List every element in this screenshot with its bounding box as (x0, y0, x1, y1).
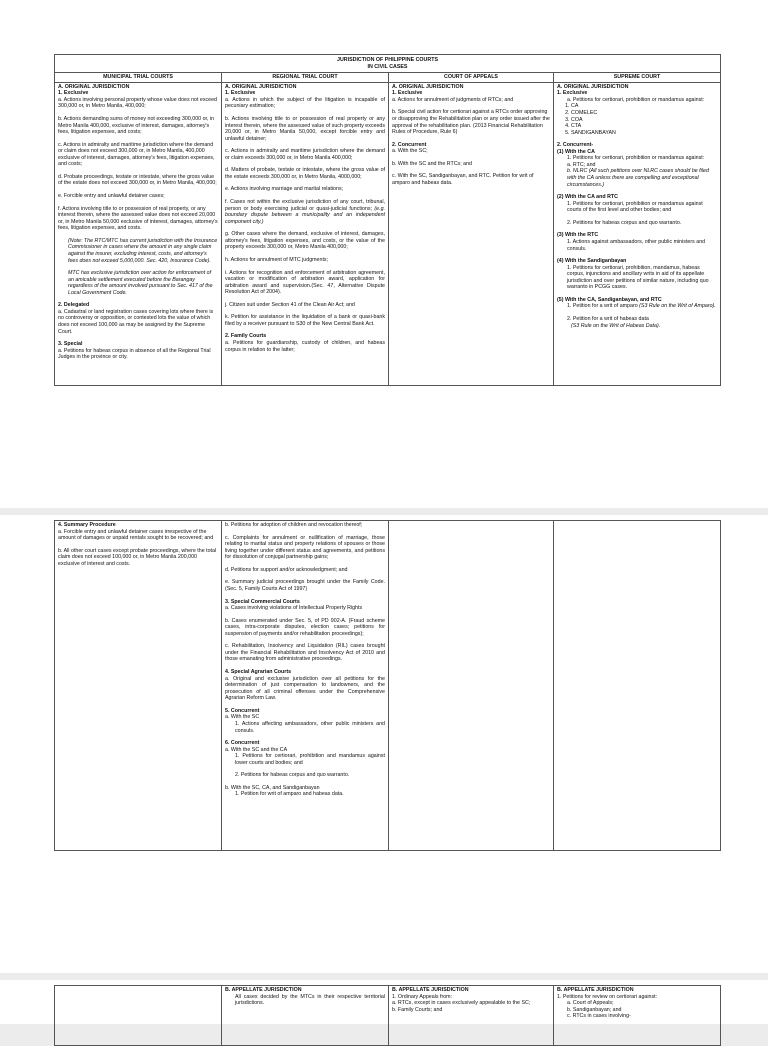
rtc-agrarian-heading: 4. Special Agrarian Courts (225, 669, 292, 675)
rtc-cell (222, 82, 389, 385)
rtc-item-f-text: f. Cases not within the exclusive jurisdiction of any court, tribunal, person or body exercising judicial or quasi-judicial functions; (225, 199, 385, 212)
sc-with-all-2: 2. Petition for a writ of habeas data (567, 316, 649, 322)
mtc-summary-a: a. Forcible entry and unlawful detainer cases irrespective of the amount of damages or unpaid rentals sought to be recovered; and (58, 528, 214, 542)
table-title: JURISDICTION OF PHILIPPINE COURTS (337, 57, 438, 63)
mtc-item-a: a. Actions involving personal property whose value does not exceed 300,000 or, in Metro Manila, 400,000; (58, 96, 218, 110)
column-header-sc: SUPREME COURT (554, 73, 721, 83)
sc-with-all-1-text: 1. Petition for a writ of amparo (567, 303, 640, 310)
mtc-special-heading: 3. Special (58, 341, 83, 348)
document-page-3 (0, 980, 768, 1024)
mtc-item-d: d. Probate proceedings, testate or intestate, where the gross value of the estate does not exceed 300,000 or, in Metro Manila, 400,000; (58, 173, 217, 187)
mtc-exclusive-heading: 1. Exclusive (58, 90, 89, 97)
rtc-item-j: j. Citizen suit under Section 41 of the Clean Air Act; and (225, 301, 355, 308)
column-header-rtc: REGIONAL TRIAL COURT (222, 73, 389, 83)
rtc-commercial-c: c. Rehabilitation, Insolvency and Liquidation (RIL) cases brought under the Financial Rehabilitation and Insolvency Act of 2010 and those emanating from administrative proceedings. (225, 643, 385, 663)
sc-item-a-list (557, 103, 717, 136)
ca-appellate-heading: B. APPELLATE JURISDICTION (392, 987, 469, 993)
sc-with-ca-rtc-heading: (2) With the CA and RTC (557, 194, 618, 201)
rtc-commercial-heading: 3. Special Commercial Courts (225, 598, 300, 605)
mtc-special-a: a. Petitions for habeas corpus in absence of all the Regional Trial Judges in the province or city. (58, 347, 211, 361)
column-header-row (55, 73, 721, 83)
ca-appellate-1: 1. Ordinary Appeals from: (392, 993, 453, 1000)
sc-with-ca-rtc-1: 1. Petitions for certiorari, prohibition or mandamus against courts of the first level and other bodies; and (567, 200, 703, 214)
sc-with-ca-heading: (1) With the CA (557, 148, 595, 155)
jurisdiction-table-continued (54, 520, 721, 851)
sc-appellate-heading: B. APPELLATE JURISDICTION (557, 987, 634, 993)
list-item: 1. CA (571, 103, 717, 110)
mtc-item-b: b. Actions demanding sums of money not exceeding 300,000 or, in Metro Manila 400,000, exclusive of interest, damages, attorney's fees, litigation expenses, and costs; (58, 115, 215, 136)
mtc-summary-b: b. All other court cases except probate proceedings, where the total claim does not exceed 100,000 or, in Metro Manila 200,000 exclusive of interest and costs. (58, 547, 217, 567)
ca-appellate-a: a. RTCs, except in cases exclusively appealable to the SC; (392, 1000, 531, 1007)
rtc-item-h: h. Actions for annulment of MTC judgments; (225, 256, 329, 263)
sc-appellate-c: c. RTCs in cases involving- (567, 1013, 631, 1020)
sc-appellate-b: b. Sandiganbayan; and (567, 1006, 622, 1013)
mtc-cell (55, 521, 222, 851)
rtc-item-c: c. Actions in admiralty and maritime jurisdiction where the demand or claim exceeds 300,000 or, in Metro Manila 400,000; (225, 148, 385, 161)
rtc-item-b: b. Actions involving title to or possession of real property or any interest therein, where the assessed value of such property exceeds 20,000 or, in Metro Manila 50,000, except forcible entry and unlawful detainer; (225, 115, 385, 142)
ca-cell (389, 521, 554, 851)
ca-concurrent-b: b. With the SC and the RTCs; and (392, 160, 472, 167)
rtc-concurrent6-a2: 2. Petitions for habeas corpus and quo warranto. (235, 772, 350, 779)
sc-cell (554, 521, 721, 851)
sc-orig-heading: A. ORIGINAL JURISDICTION (557, 83, 629, 90)
sc-item-a: a. Petitions for certiorari, prohibition or mandamus against: (567, 96, 705, 103)
sc-with-sandiganbayan-1: 1. Petitions for certiorari, prohibition, mandamus, habeas corpus, injunctions and ancillary writs in aid of its appellate jurisdiction and over petitions of similar nature, including quo warranto in PCGG cases. (567, 264, 709, 291)
sc-with-ca-b: b. NLRC (All such petitions over NLRC cases should be filed with the CA unless there are compelling and exceptional circumstances.) (567, 168, 709, 188)
sc-with-all-1 (557, 303, 717, 310)
rtc-commercial-a: a. Cases involving violations of Intellectual Property Rights (225, 605, 363, 612)
list-item: 3. COA (571, 117, 717, 124)
mtc-cell (55, 82, 222, 385)
list-item: 2. COMELEC (571, 110, 717, 117)
rtc-cell (222, 986, 389, 1046)
rtc-family-d: d. Petitions for support and/or acknowledgment; and (225, 566, 348, 573)
rtc-family-b: b. Petitions for adoption of children and revocation thereof; (225, 522, 363, 528)
rtc-family-heading: 2. Family Courts (225, 333, 267, 340)
column-header-ca: COURT OF APPEALS (389, 73, 554, 83)
rtc-item-i: i. Actions for recognition and enforcement of arbitration agreement, vacation or modification of arbitration award, application for arbitration award and supervision.(Sec. 47, Alternative Dispute Resolution Act of 2004). (225, 269, 385, 296)
rtc-orig-heading: A. ORIGINAL JURISDICTION (225, 83, 297, 90)
sc-with-ca-rtc-2: 2. Petitions for habeas corpus and quo warranto. (567, 219, 682, 226)
rtc-concurrent6-b1: 1. Petition for writ of amparo and habeas data. (235, 791, 344, 798)
sc-cell (554, 82, 721, 385)
mtc-summary-heading: 4. Summary Procedure (58, 522, 116, 528)
rtc-appellate-heading: B. APPELLATE JURISDICTION (225, 987, 302, 993)
sc-with-sandiganbayan-heading: (4) With the Sandiganbayan (557, 258, 627, 265)
rtc-concurrent5-a: a. With the SC (225, 714, 260, 721)
ca-concurrent-a: a. With the SC; (392, 148, 428, 155)
sc-with-ca-a: a. RTC; and (567, 161, 596, 168)
sc-with-rtc-heading: (3) With the RTC (557, 232, 599, 239)
document-page-1 (0, 0, 768, 508)
mtc-cell (55, 986, 222, 1046)
rtc-agrarian-a: a. Original and exclusive jurisdiction over all petitions for the determination of just compensation to landowners, and the prosecution of all criminal offenses under the Comprehensive Agrarian Reform Law. (225, 675, 385, 702)
sc-appellate-a: a. Court of Appeals; (567, 1000, 614, 1007)
list-item: 4. CTA (571, 123, 717, 130)
rtc-family-a: a. Petitions for guardianship, custody of children, and habeas corpus in relation to the latter; (225, 340, 385, 353)
rtc-item-f (225, 199, 385, 225)
ca-concurrent-c: c. With the SC, Sandiganbayan, and RTC. Petition for writ of amparo and habeas data. (392, 173, 534, 186)
rtc-item-a: a. Actions in which the subject of the litigation is incapable of pecuniary estimation; (225, 96, 385, 110)
rtc-exclusive-heading: 1. Exclusive (225, 90, 256, 97)
mtc-note-barangay: MTC has exclusive jurisdiction over action for enforcement of an amicable settlement executed before the Barangay regardless of the amount involved pursuant to Sec. 417 of the Local Government Code. (68, 270, 213, 296)
sc-cell (554, 986, 721, 1046)
rtc-item-e: e. Actions involving marriage and marital relations; (225, 186, 344, 193)
rtc-appellate-text: All cases decided by the MTCs in their respective territorial jurisdictions. (235, 993, 385, 1007)
rtc-concurrent6-a: a. With the SC and the CA (225, 746, 288, 753)
mtc-delegated-heading: 2. Delegated (58, 302, 90, 309)
ca-cell (389, 986, 554, 1046)
list-item: 5. SANDIGANBAYAN (571, 130, 717, 137)
mtc-note-insurance: (Note: The RTC/MTC has current jurisdiction with the Insurance Commissioner in cases where the amount in any single claim against the insurer, excluding interest, costs, and attorney's fees does not exceed 5,000,000. Sec. 420, Insurance Code). (68, 237, 218, 264)
rtc-commercial-b: b. Cases enumerated under Sec. 5, of PD 902-A. (Fraud scheme cases, intra-corporate disputes, election cases; petitions for suspension of payments and/or rehabilitation proceedings); (225, 617, 385, 637)
rtc-family-c: c. Complaints for annulment or nullification of marriage, those relating to marital status and property relations of spouses or those living together under different status and agreements, and petitions for dissolution of conjugal partnership gains; (225, 534, 385, 561)
ca-orig-heading: A. ORIGINAL JURISDICTION (392, 83, 464, 90)
rtc-family-e: e. Summary judicial proceedings brought under the Family Code. (Sec. 5, Family Courts Act of 1997) (225, 579, 385, 592)
column-header-mtc: MUNICIPAL TRIAL COURTS (55, 73, 222, 83)
sc-exclusive-heading: 1. Exclusive (557, 90, 588, 97)
ca-cell (389, 82, 554, 385)
rtc-concurrent5-a1: 1. Actions affecting ambassadors, other public ministers and consuls. (235, 720, 385, 734)
rtc-concurrent5-heading: 5. Concurrent (225, 707, 260, 714)
ca-item-a: a. Actions for annulment of judgments of RTCs; and (392, 96, 514, 103)
rtc-concurrent6-b: b. With the SC, CA, and Sandiganbayan (225, 784, 320, 791)
ca-exclusive-heading: 1. Exclusive (392, 90, 423, 97)
mtc-orig-heading: A. ORIGINAL JURISDICTION (58, 83, 130, 90)
sc-with-all-heading: (5) With the CA, Sandiganbayan, and RTC (557, 296, 662, 303)
mtc-item-f: f. Actions involving title to or possession of real property, or any interest therein, where the assessed value does not exceed 20,000 or, in Metro Manila 50,000 exclusive of interest, damages, attorney's fees, litigation expenses, and costs. (58, 205, 218, 232)
rtc-concurrent6-heading: 6. Concurrent (225, 740, 260, 747)
rtc-item-g: g. Other cases where the demand, exclusive of interest, damages, attorney's fees, litigation expenses, and costs, or the value of the property exceeds 300,000 or, Metro Manila 400,000; (225, 231, 385, 251)
sc-with-rtc-1: 1. Actions against ambassadors, other public ministers and consuls. (567, 238, 706, 252)
ca-item-b: b. Special civil action for certiorari against a RTCs order approving or disapproving the Rehabilitation plan or any order issued after the approval of the rehabilitation plan. (2013 Financial Rehabilitation Rules of Procedure, Rule 6) (392, 109, 550, 136)
rtc-concurrent6-a1: 1. Petitions for certiorari, prohibition and mandamus against lower courts and bodies; and (235, 753, 385, 766)
mtc-delegated-a: a. Cadastral or land registration cases covering lots where there is no controversy or opposition, or contested lots the value of which does not exceed 100,000 as may be assigned by the Supreme Court. (58, 308, 214, 335)
sc-appellate-1: 1. Petitions for review on certiorari against: (557, 993, 658, 1000)
sc-with-all-1-source: (S3 Rule on the Writ of Amparo). (639, 303, 716, 310)
table-subtitle: IN CIVIL CASES (367, 63, 408, 70)
mtc-item-e: e. Forcible entry and unlawful detainer cases; (58, 193, 165, 199)
rtc-item-f-example: (e.g. boundary dispute between a municipality and an independent component city.) (225, 205, 385, 225)
jurisdiction-table (54, 54, 721, 386)
ca-concurrent-heading: 2. Concurrent (392, 141, 427, 148)
sc-with-all-2-source: (S3 Rule on the Writ of Habeas Data). (571, 322, 661, 329)
rtc-item-k: k. Petition for assistance in the liquidation of a bank or quasi-bank filed by a receiver pursuant to S30 of the New Central Bank Act. (225, 314, 385, 327)
sc-concurrent-heading: 2. Concurrent- (557, 142, 594, 149)
jurisdiction-table-appellate (54, 985, 721, 1046)
mtc-item-c: c. Actions in admiralty and maritime jurisdiction where the demand or claim does not exceed 300,000 or, in Metro Manila, 400,000 exclusive of interest, damages, attorney's fees, litigation expenses, and costs; (58, 141, 215, 168)
ca-appellate-b: b. Family Courts; and (392, 1006, 443, 1013)
document-page-2 (0, 515, 768, 973)
sc-with-ca-1: 1. Petitions for certiorari, prohibition or mandamus against: (567, 155, 705, 162)
rtc-item-d: d. Matters of probate, testate or intestate, where the gross value of the estate exceeds 300,000 or, in Metro Manila, 4000,000; (225, 167, 385, 180)
table-title-cell (55, 55, 721, 73)
rtc-cell (222, 521, 389, 851)
